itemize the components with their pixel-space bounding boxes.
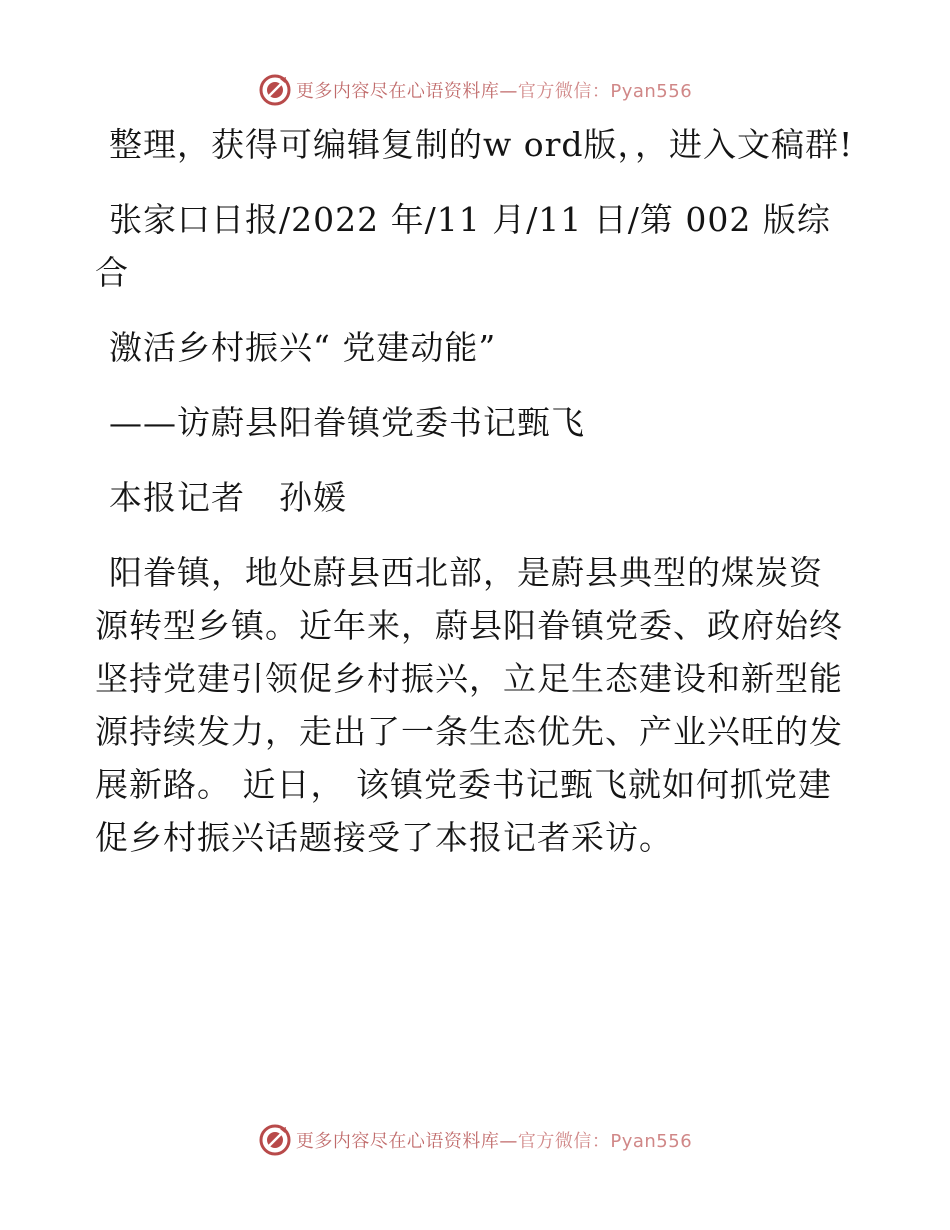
logo-icon bbox=[258, 73, 292, 107]
watermark-banner-bottom bbox=[0, 1120, 950, 1160]
intro-paragraph: 整理，获得可编辑复制的w ord版，，进入文稿群! bbox=[109, 125, 854, 164]
article-title: 激活乡村振兴“ 党建动能” bbox=[109, 328, 497, 367]
source-line: 张家口日报/2022 年/11 月/11 日/第 002 版综合 bbox=[95, 200, 831, 292]
document-body bbox=[95, 118, 855, 864]
byline: 本报记者 孙媛 bbox=[109, 478, 347, 517]
watermark-text: 更多内容尽在心语资料库—官方微信：Pyan556 bbox=[295, 81, 693, 102]
watermark-text: 更多内容尽在心语资料库—官方微信：Pyan556 bbox=[295, 1131, 693, 1152]
watermark-banner-top bbox=[0, 70, 950, 110]
logo-icon bbox=[258, 1123, 292, 1157]
article-subtitle: ——访蔚县阳眷镇党委书记甄飞 bbox=[109, 403, 585, 442]
body-paragraph: 阳眷镇，地处蔚县西北部，是蔚县典型的煤炭资源转型乡镇。近年来，蔚县阳眷镇党委、政府始终坚持党建引领促乡村振兴，立足生态建设和新型能源持续发力，走出了一条生态优先、产业兴旺的发展新路。 近日， 该镇党委书记甄飞就如何抓党建促乡村振兴话题接受了本报记者采访。 bbox=[95, 553, 843, 857]
